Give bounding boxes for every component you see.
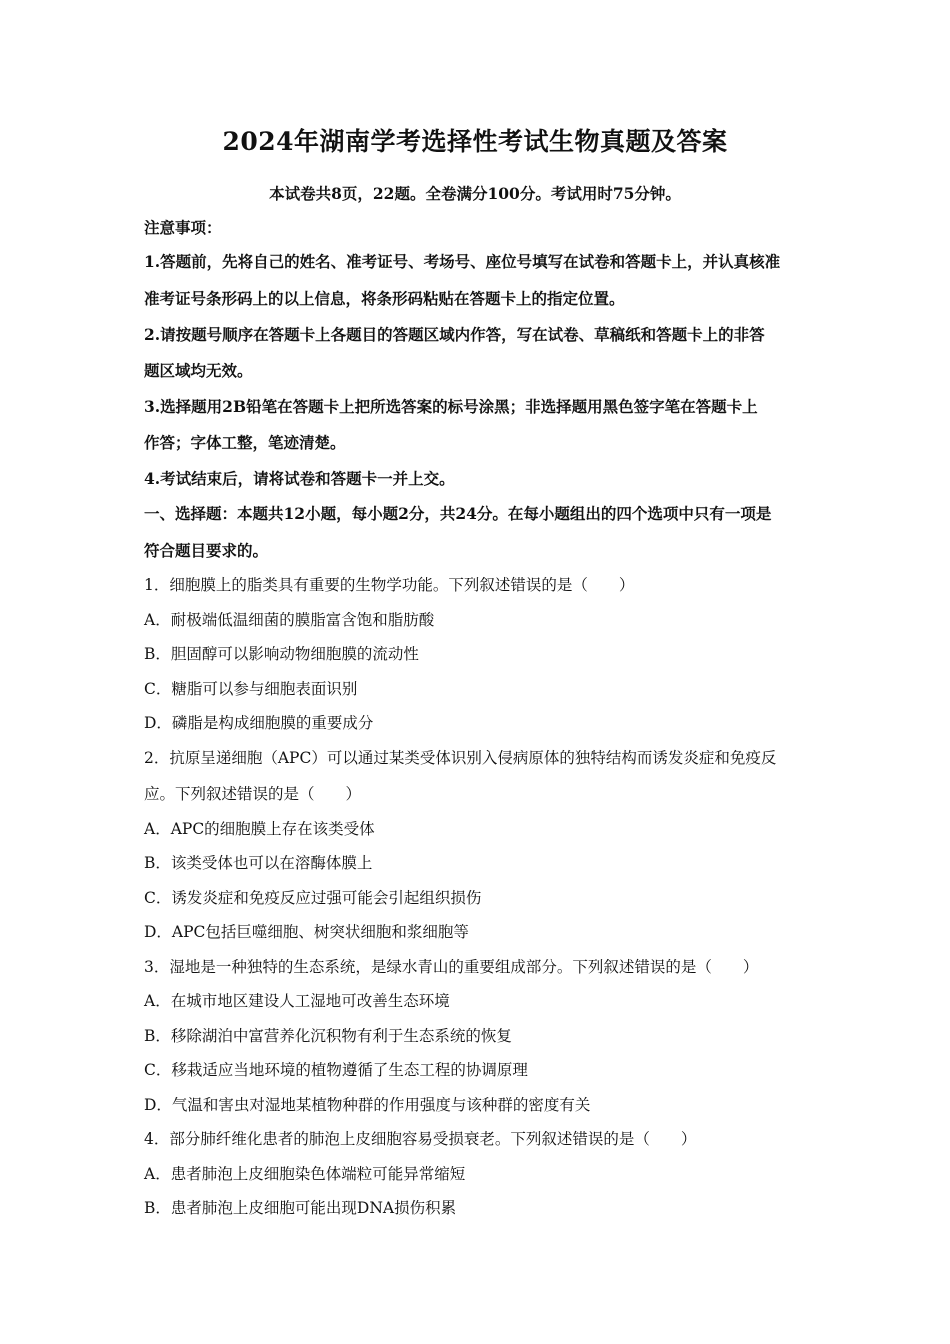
- notice-item-3-line-2: 作答；字体工整，笔迹清楚。: [144, 433, 346, 452]
- question-4-stem: 4．部分肺纤维化患者的肺泡上皮细胞容易受损衰老。下列叙述错误的是（ ）: [144, 1130, 697, 1148]
- notice-item-2-line-1: 2.请按题号顺序在答题卡上各题目的答题区域内作答，写在试卷、草稿纸和答题卡上的非答: [144, 325, 765, 344]
- question-3-option-a: A．在城市地区建设人工湿地可改善生态环境: [144, 992, 450, 1010]
- notice-item-1-line-2: 准考证号条形码上的以上信息，将条形码粘贴在答题卡上的指定位置。: [144, 289, 625, 308]
- exam-info: 本试卷共8页，22题。全卷满分100分。考试用时75分钟。: [269, 184, 681, 203]
- section-heading-line-1: 一、选择题：本题共12小题，每小题2分，共24分。在每小题组出的四个选项中只有一项是: [144, 504, 772, 523]
- notice-item-4-line-1: 4.考试结束后，请将试卷和答题卡一并上交。: [144, 469, 455, 488]
- question-1-stem: 1．细胞膜上的脂类具有重要的生物学功能。下列叙述错误的是（ ）: [144, 576, 635, 594]
- question-2-stem-line-2: 应。下列叙述错误的是（ ）: [144, 785, 362, 803]
- question-1-option-b: B．胆固醇可以影响动物细胞膜的流动性: [144, 645, 419, 663]
- question-1-option-c: C．糖脂可以参与细胞表面识别: [144, 680, 358, 698]
- question-1-option-d: D．磷脂是构成细胞膜的重要成分: [144, 714, 374, 732]
- notice-item-1-line-1: 1.答题前，先将自己的姓名、准考证号、考场号、座位号填写在试卷和答题卡上，并认真核准: [144, 252, 781, 271]
- question-4-option-a: A．患者肺泡上皮细胞染色体端粒可能异常缩短: [144, 1165, 466, 1183]
- question-3-stem: 3．湿地是一种独特的生态系统，是绿水青山的重要组成部分。下列叙述错误的是（ ）: [144, 958, 759, 976]
- question-3-option-b: B．移除湖泊中富营养化沉积物有利于生态系统的恢复: [144, 1027, 512, 1045]
- section-heading-line-2: 符合题目要求的。: [144, 541, 269, 560]
- question-2-option-d: D．APC包括巨噬细胞、树突状细胞和浆细胞等: [144, 923, 469, 941]
- question-4-option-b: B．患者肺泡上皮细胞可能出现DNA损伤积累: [144, 1199, 457, 1217]
- question-1-option-a: A．耐极端低温细菌的膜脂富含饱和脂肪酸: [144, 611, 435, 629]
- question-3-option-d: D．气温和害虫对湿地某植物种群的作用强度与该种群的密度有关: [144, 1096, 591, 1114]
- notice-heading: 注意事项：: [144, 218, 222, 237]
- question-2-option-c: C．诱发炎症和免疫反应过强可能会引起组织损伤: [144, 889, 482, 907]
- notice-item-3-line-1: 3.选择题用2B铅笔在答题卡上把所选答案的标号涂黑；非选择题用黑色签字笔在答题卡上: [144, 397, 758, 416]
- question-3-option-c: C．移栽适应当地环境的植物遵循了生态工程的协调原理: [144, 1061, 528, 1079]
- question-2-option-b: B．该类受体也可以在溶酶体膜上: [144, 854, 373, 872]
- notice-item-2-line-2: 题区域均无效。: [144, 361, 253, 380]
- page-title: 2024年湖南学考选择性考试生物真题及答案: [222, 127, 728, 156]
- question-2-option-a: A．APC的细胞膜上存在该类受体: [144, 820, 375, 838]
- question-2-stem-line-1: 2．抗原呈递细胞（APC）可以通过某类受体识别入侵病原体的独特结构而诱发炎症和免疫反: [144, 749, 777, 767]
